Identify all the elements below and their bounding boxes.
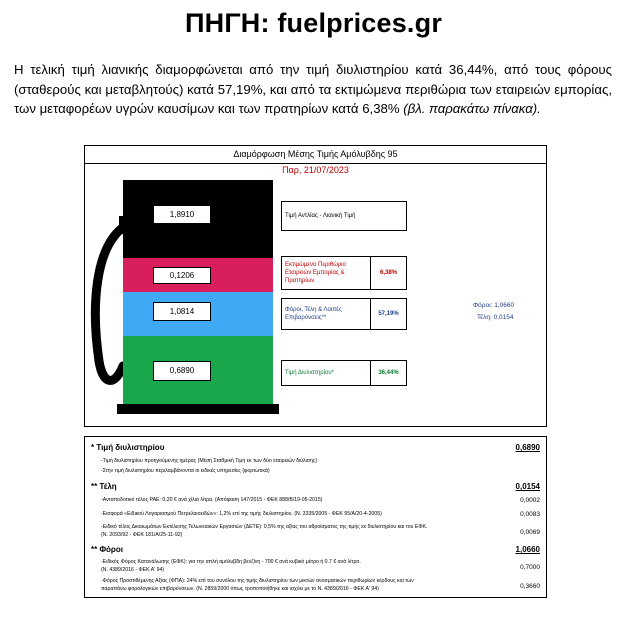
- price-breakdown-infographic: [84, 145, 547, 427]
- pump-base: [117, 404, 279, 414]
- table-row: [85, 468, 546, 476]
- side-note-taxes-value: 1,0660: [494, 302, 515, 309]
- side-note-fees: [477, 314, 514, 321]
- label-taxes-text: Φόροι, Τέλη & Λοιπές Επιβαρύνσεις**: [285, 307, 342, 321]
- table-row-label-continued: (Ν. 4389/2016 - ΦΕΚ Α' 94): [101, 567, 165, 573]
- infographic-title: Διαμόρφωση Μέσης Τιμής Αμόλυβδης 95: [85, 146, 546, 164]
- label-retail: [281, 201, 407, 231]
- table-row: [85, 545, 546, 557]
- table-row-label: -Τιμή διυλιστηρίου προηγούμενης ημέρας (Μέση Σταθμική Τιμή εκ των δύο εταιρειών διύλισης): [101, 458, 318, 464]
- table-row-value: 0,6890: [515, 443, 540, 452]
- value-margins: 0,1206: [153, 267, 211, 284]
- label-margins-text: Εκτιμώμενο Περιθώριο Εταιρειών Εμπορίας & Πρατηρίων: [285, 262, 346, 284]
- side-note-taxes: [473, 302, 514, 309]
- label-margins: [281, 256, 407, 290]
- table-row: [85, 482, 546, 494]
- table-row-label: ** Φόροι: [91, 545, 123, 554]
- table-row-value: 0,0002: [520, 497, 540, 504]
- table-row: [85, 497, 546, 507]
- value-refinery: 0,6890: [153, 361, 211, 381]
- intro-reference: (βλ. παρακάτω πίνακα).: [403, 101, 541, 116]
- value-taxes: 1,0814: [153, 302, 211, 321]
- table-row-label: * Τιμή διυλιστηρίου: [91, 443, 165, 452]
- page-headline: ΠΗΓΗ: fuelprices.gr: [184, 8, 443, 38]
- side-note-taxes-label: Φόροι:: [473, 302, 493, 309]
- label-margins-percent: 6,38%: [370, 257, 406, 289]
- table-row-label: -Εισφορά «Ειδικού Λογαριασμού Πετρελαιοειδών»: 1,2% επί της τιμής διυλιστηρίου. (Ν. 3335/2005 - ΦΕΚ 95/Α/20-4-2005): [101, 511, 382, 517]
- table-row-label: -Ανταποδοτικό τέλος ΡΑΕ: 0,20 € ανά χίλια λίτρα. (Απόφαση 147/2015 - ΦΕΚ 888/Β/19-05-2015): [101, 497, 323, 503]
- table-row-label: -Στην τιμή διυλιστηρίου περιλαμβάνονται οι ειδικές υπηρεσίες (φορτωτικά): [101, 468, 270, 474]
- table-row-value: 0,0083: [520, 511, 540, 518]
- side-note-fees-value: 0,0154: [493, 314, 514, 321]
- label-taxes: [281, 298, 407, 330]
- label-refinery-percent: 36,44%: [370, 361, 406, 385]
- side-note-fees-label: Τέλη:: [477, 314, 492, 321]
- table-row-label: -Ειδικός Φόρος Κατανάλωσης (ΕΦΚ): για την απλή αμόλυβδη βενζίνη - 700 € ανά κυβικό μέτρο ή 0.7 € ανά λίτρο.: [101, 559, 361, 565]
- table-row-value: 0,0069: [520, 529, 540, 536]
- table-row-label: -Ειδικό τέλος Δικαιωμάτων Εκτέλεσης Τελωνειακών Εργασιών (ΔΕΤΕ): 0,5% της αξίας του αθροίσματος της τιμής εκ διυλιστηρίου και του ΕΦΚ.: [101, 524, 428, 530]
- intro-paragraph: [14, 60, 612, 119]
- table-row-value: 0,0154: [515, 482, 540, 491]
- table-row: [85, 458, 546, 466]
- label-refinery-text: Τιμή Διυλιστηρίου*: [285, 370, 334, 376]
- table-row: [85, 511, 546, 521]
- intro-text: Η τελική τιμή λιανικής διαμορφώνεται από την τιμή διυλιστηρίου κατά 36,44%, από τους φόρους (σταθερούς και μεταβλητούς) κατά 57,19%, και από τα εκτιμώμενα περιθώρια των εταιρειών εμπορίας, των μεταφορέων υγρών καυσίμων και των πρατηρίων κατά 6,38%: [14, 62, 612, 116]
- table-row-value: 1,0660: [515, 545, 540, 554]
- table-row: [85, 443, 546, 455]
- value-retail: 1,8910: [153, 205, 211, 224]
- price-components-table: [84, 436, 547, 598]
- table-row-value: 0,7000: [520, 564, 540, 571]
- table-row-value: 0,3660: [520, 583, 540, 590]
- table-row-label-continued: παραπάνω φορολογικών επιβαρύνσεων. (Ν. 2859/2000 όπως τροποποιήθηκε και ισχύει με το Ν. 4389/2016 - ΦΕΚ Α' 94): [101, 586, 379, 592]
- infographic-date: Παρ, 21/07/2023: [282, 165, 349, 175]
- table-row-label-continued: (Ν. 2093/92 - ΦΕΚ 181/Α/25-11-92): [101, 532, 183, 538]
- label-taxes-percent: 57,19%: [370, 299, 406, 329]
- table-row: [85, 524, 546, 540]
- label-retail-text: Τιμή Αντλίας - Λιανική Τιμή: [285, 213, 356, 219]
- table-row: [85, 578, 546, 594]
- table-row-label: -Φόρος Προστιθέμενης Αξίας (ΦΠΑ): 24% επί του συνόλου της τιμής διυλιστηρίου των μικτών ανοσματικών περιθωρίων κέρδους και των: [101, 578, 414, 584]
- table-row-label: ** Τέλη: [91, 482, 117, 491]
- table-row: [85, 559, 546, 575]
- label-refinery: [281, 360, 407, 386]
